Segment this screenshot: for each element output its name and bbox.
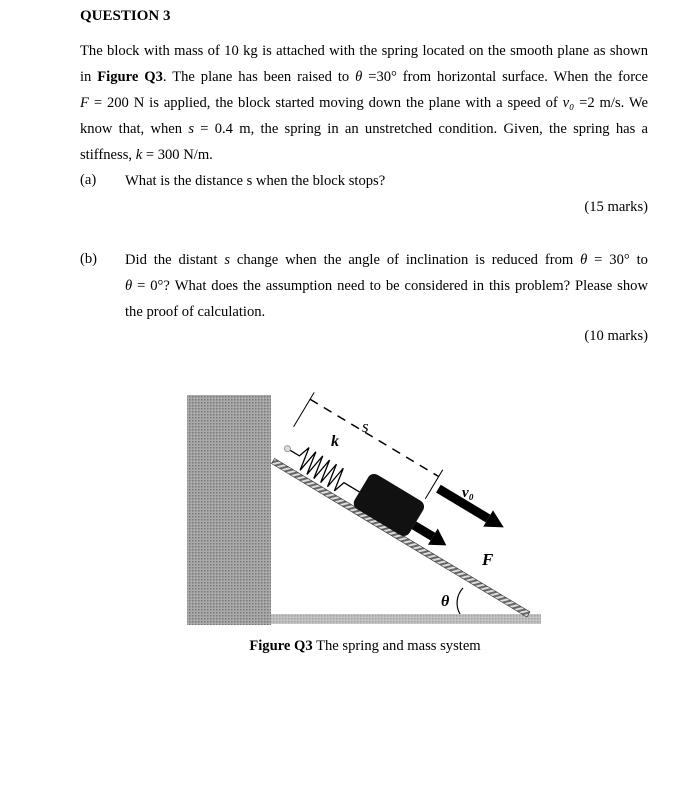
text-segment: θ: [355, 69, 363, 85]
part-a-label: (a): [80, 172, 97, 188]
text-segment: F: [80, 95, 89, 111]
part-a-marks: (15 marks): [584, 199, 648, 215]
text-segment: v₀: [562, 95, 575, 111]
part-b-marks: (10 marks): [584, 328, 648, 344]
text-segment: θ: [580, 252, 588, 268]
text-segment: . The plane has been raised to: [162, 69, 356, 85]
text-segment: What is the distance s when the block stops?: [125, 173, 386, 189]
text-segment: k: [135, 147, 143, 163]
incline-plane: [271, 458, 530, 617]
caption-label: Figure Q3: [249, 638, 313, 654]
label-k: k: [331, 433, 339, 450]
text-segment: change when the angle of inclination is reduced from: [230, 252, 581, 268]
ground: [271, 614, 541, 624]
text-segment: Did the distant: [125, 252, 225, 268]
text-segment: = 300 N/m.: [142, 147, 213, 163]
spring-anchor: [283, 445, 291, 453]
text-segment: s: [224, 252, 230, 268]
text-segment: Figure Q3: [97, 69, 163, 85]
text-segment: in: [80, 69, 98, 85]
text-segment: the proof of calculation.: [125, 304, 266, 320]
text-segment: s: [188, 121, 195, 137]
part-b-label: (b): [80, 251, 98, 267]
text-segment: = 0°? What does the assumption need to be considered in this problem? Please show: [132, 278, 648, 294]
figure-caption: [0, 638, 674, 655]
text-segment: = 0.4 m, the spring in an unstretched condition. Given, the spring has a: [194, 121, 648, 137]
text-segment: = 30° to: [587, 252, 648, 268]
label-s: s: [362, 417, 369, 436]
text-segment: know that, when: [80, 121, 189, 137]
label-theta: θ: [441, 593, 450, 610]
wall: [187, 395, 271, 625]
text-segment: stiffness,: [80, 147, 136, 163]
force-arrow: [412, 521, 435, 540]
angle-arc: [457, 588, 463, 614]
text-segment: =2 m/s. We: [574, 95, 649, 111]
label-v0: v₀: [462, 485, 474, 501]
dimension-line-s: [310, 399, 439, 476]
text-segment: The block with mass of 10 kg is attached with the spring located on the smooth plane as shown: [80, 43, 648, 59]
question-title: QUESTION 3: [80, 8, 171, 24]
label-F: F: [482, 550, 494, 569]
text-segment: θ: [125, 278, 133, 294]
text-segment: =30° from horizontal surface. When the force: [362, 69, 649, 85]
text-segment: = 200 N is applied, the block started moving down the plane with a speed of: [88, 95, 563, 111]
caption-text: The spring and mass system: [312, 638, 481, 654]
